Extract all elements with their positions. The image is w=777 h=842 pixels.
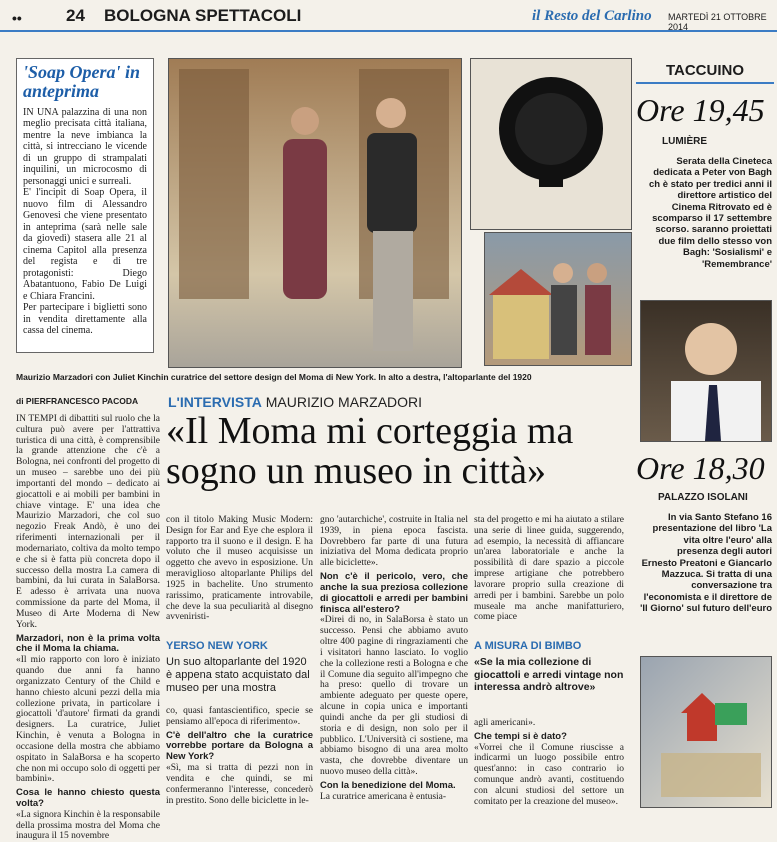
section-title: BOLOGNA SPETTACOLI [104,6,302,25]
text-column [166,515,313,623]
toy-house-illustration [485,233,631,365]
soap-opera-body [23,107,147,337]
paragraph: con il titolo Making Music Modern: Design for Ear and Eye che esplora il rapporto tra il suono e il design. E ha voluto che il museo acquisisse un oggetto che avevo in esposizione. Un meraviglioso altoparlante Philips del 1925 in bachelite. Uno strumento rarissimo, praticamente introvabile, che deve la sua peculiarità al disegno avveniristi- [166,515,313,623]
soap-paragraph: E' l'incipit di Soap Opera, il nuovo film di Alessandro Genovesi che viene presentato in anteprima (sarà nelle sale da giovedì) stasera alle 21 al cinema Capitol alla presenza del regista e di tre protagonisti: Diego Abatantuono, Fabio De Luigi e Chiara Francini. [23,187,147,302]
answer: «Direi di no, in SalaBorsa è stato un successo. Pensi che abbiamo avuto oltre 400 pagine di ringraziamenti che i visitatori hanno lasciato. Io voglio che la collezione resti a Bologna e che il Comune dia seguito all'impegno che ha preso: quello di trovare un ambiente adeguato per queste opere, alcune in copia unica e importanti quindi anche da per gli studiosi di storia e di design, non solo per il pubblico. L'Università ci sostiene, ma abbiamo bisogno di una area molto vasta, che dovrebbe diventare un nuovo museo della città». [320,615,468,778]
event-description: Serata della Cineteca dedicata a Peter von Bagh ch è stato per tredici anni il direttore artistico del Cinema Ritrovato ed è scomparso il 17 settembre scorso. saranno proiettati due film dello stesso von Bagh: 'Sosialismi' e 'Remembrance' [648,156,772,270]
answer: La curatrice americana è entusia- [320,791,447,802]
event-time: Ore 19,45 [636,92,765,128]
text-column [474,718,624,808]
kicker-label: L'INTERVISTA [168,394,262,410]
event-description: In via Santo Stefano 16 presentazione del libro 'La vita oltre l'euro' alla presenza degli autori Ernesto Preatoni e Giancarlo Mazzuca. Si tratta di una conversazione tra l'economista e il direttore de 'Il Giorno' sul futuro dell'euro [640,512,772,615]
paragraph: gno 'autarchiche', costruite in Italia nel 1939, in piena epoca fascista. Dovrebbero far parte di una futura iniziativa del Moma dedicata proprio alle biciclette». [320,515,468,569]
soap-paragraph: Per partecipare i biglietti sono in vendita direttamente alla cassa del cinema. [23,302,147,337]
paragraph: agli americani». [474,718,536,728]
header-dots: •• [12,10,22,26]
speaker-photo [470,58,632,230]
soap-opera-title: 'Soap Opera' in anteprima [23,62,141,101]
photo-caption: Maurizio Marzadori con Juliet Kinchin curatrice del settore design del Moma di New York. In alto a destra, l'altoparlante del 1920 [16,372,532,382]
pullout-title: A MISURA DI BIMBO [474,640,582,652]
question: Che tempi si è dato? [474,730,567,742]
main-photo [168,58,462,368]
paragraph: IN TEMPI di dibattiti sul ruolo che la cultura può avere per l'attrattiva turistica di una città, è comprensibile la grande attenzione che c'è a Bologna, nei confronti del progetto di un museo – sarebbe uno dei più importanti del mondo – dedicato ai giocattoli e ai mobili per bambini in chiave vintage. E' una idea che Maurizio Marzadori, che col suo negozio Freak Andò, è uno dei riferimenti internazionali per il modernariato, coltiva da molto tempo e che si è fatta più concreta dopo il successo della mostra La camera di bambini, da lui curata in SalaBorsa. E adesso è arrivata una nuova commissione da parte del Moma, il Museo di Arte Moderna di New York. [16,414,160,630]
event-time: Ore 18,30 [636,450,765,486]
text-column [320,515,468,803]
paragraph: co, quasi fantascientifico, specie se pensiamo all'epoca di riferimento». [166,706,313,727]
kicker-name: MAURIZIO MARZADORI [265,394,423,410]
taccuino-title: TACCUINO [636,62,774,84]
text-column [474,515,624,623]
paragraph: sta del progetto e mi ha aiutato a stilare una serie di linee guida, suggerendo, ad esempio, la necessità di affiancare un'area laboratoriale e anche la possibilità di dare spazio a piccole imprese artigiane che potrebbero lavorare proprio sulla creazione di arredi per i bambini. Sarebbe un polo museale ma anche manifatturiero, come piace [474,515,624,623]
museum-photo [484,232,632,366]
event-venue: LUMIÈRE [662,136,707,147]
text-column [166,706,313,806]
pullout-title: YERSO NEW YORK [166,640,268,652]
soap-opera-box [16,58,154,353]
question: Marzadori, non è la prima volta che il Moma la chiama. [16,632,160,655]
portrait-illustration [641,301,771,441]
people-illustration [169,59,461,367]
question: C'è dell'altro che la curatrice vorrebbe portare da Bologna a New York? [166,729,313,763]
byline: di PIERFRANCESCO PACODA [16,396,139,406]
page-number: 24 [66,6,85,25]
interview-kicker [168,394,422,410]
question: Cosa le hanno chiesto questa volta? [16,787,160,809]
text-column [16,414,160,842]
question: Non c'è il pericolo, vero, che anche la sua preziosa collezione di giocattoli e arredi per bambini finisca all'estero? [320,571,468,615]
answer: «Sì, ma si tratta di pezzi non in vendita e che quindi, se mi confermeranno l'interesse, concederò in prestito. Sono delle biciclette in le- [166,763,313,806]
pullout-body: Un suo altoparlante del 1920 è appena stato acquistato dal museo per una mostra [166,656,310,695]
loudspeaker-illustration [471,59,631,229]
answer: «Il mio rapporto con loro è iniziato quando due anni fa hanno organizzato Century of the Child e hanno chiesto alcuni pezzi della mia collezione privata, in particolare i giocattoli 'd'autore' firmati da grandi designers. La curatrice, Juliet Kinchin, è venuta a Bologna in occasione della mostra che abbiamo ospitato in SalaBorsa e ha scoperto che non mi occupo solo di oggetti per bambini». [16,655,160,785]
newspaper-logo: il Resto del Carlino [532,8,652,24]
soap-paragraph: IN UNA palazzina di una non meglio precisata città italiana, mentre la neve imbianca la città, si intrecciano le vicende di un gruppo di strampalati inquilini, un microcosmo di personaggi unici e surreali. [23,106,147,187]
question: Con la benedizione del Moma. [320,779,456,791]
issue-date: MARTEDÌ 21 OTTOBRE 2014 [668,12,767,32]
answer: «La signora Kinchin è la responsabile della prossima mostra del Moma che inaugura il 15 novembre [16,809,160,842]
portrait-photo [640,300,772,442]
event-venue: PALAZZO ISOLANI [658,492,748,503]
money-photo [640,656,772,808]
headline: «Il Moma mi corteggia ma sogno un museo in città» [166,410,574,492]
pullout-body: «Se la mia collezione di giocattoli e arredi vintage non interessa andrò altrove» [474,656,624,694]
euro-house-illustration [641,657,771,807]
answer: «Vorrei che il Comune riuscisse a indicarmi un luogo possibile entro quest'anno: in caso contrario io comunque andrò avanti, costituendo con alcuni studiosi del settore un comitato per la creazione del museo». [474,742,624,807]
